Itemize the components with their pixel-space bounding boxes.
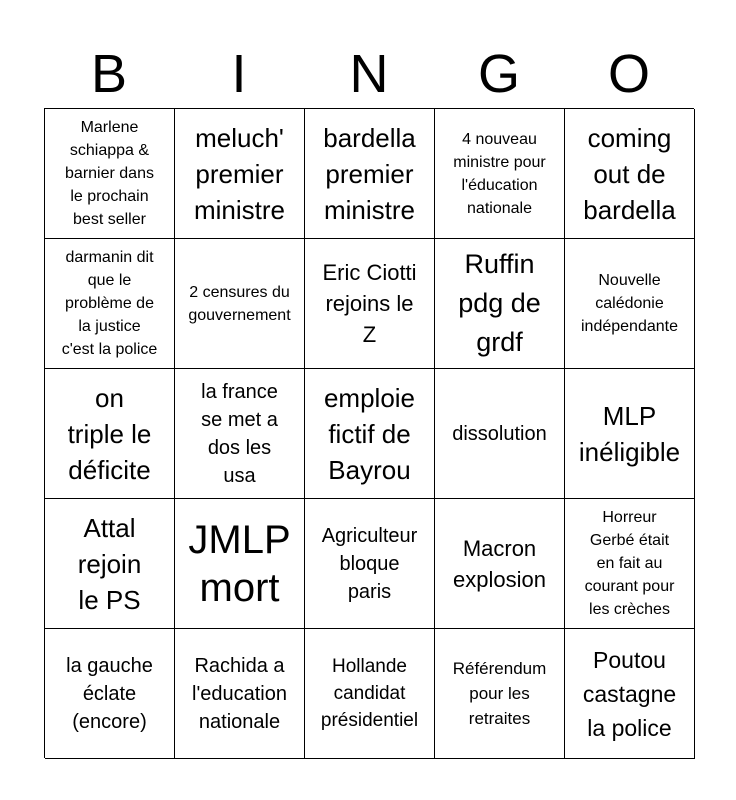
bingo-cell-r2-c5[interactable] <box>565 239 695 369</box>
bingo-header <box>44 40 694 108</box>
header-letter-i: I <box>231 44 247 104</box>
cell-text: meluch' premier ministre <box>193 122 285 225</box>
cell-text: Ruffin pdg de grdf <box>458 249 541 357</box>
bingo-cell-r5-c3[interactable] <box>305 629 435 759</box>
bingo-board <box>44 108 694 758</box>
cell-text: dissolution <box>452 422 547 445</box>
bingo-cell-r1-c3[interactable] <box>305 109 435 239</box>
bingo-cell-r5-c1[interactable] <box>45 629 175 759</box>
cell-text: bardella premier ministre <box>323 122 416 225</box>
bingo-cell-r3-c3[interactable] <box>305 369 435 499</box>
bingo-cell-r3-c2[interactable] <box>175 369 305 499</box>
bingo-cell-r1-c4[interactable] <box>435 109 565 239</box>
bingo-cell-r2-c2[interactable] <box>175 239 305 369</box>
bingo-cell-r4-c1[interactable] <box>45 499 175 629</box>
cell-text: coming out de bardella <box>583 122 676 225</box>
bingo-cell-r5-c5[interactable] <box>565 629 695 759</box>
cell-text: la france se met a dos les usa <box>201 380 278 487</box>
bingo-cell-r4-c5[interactable] <box>565 499 695 629</box>
bingo-cell-r3-c4[interactable] <box>435 369 565 499</box>
bingo-cell-r2-c1[interactable] <box>45 239 175 369</box>
cell-text: Agriculteur bloque paris <box>321 524 418 603</box>
cell-text: 4 nouveau ministre pour l'éducation nationale <box>453 130 546 217</box>
cell-text: la gauche éclate (encore) <box>66 654 153 733</box>
bingo-cell-r4-c2[interactable] <box>175 499 305 629</box>
cell-text: MLP inéligible <box>578 400 681 467</box>
cell-text: 2 censures du gouvernement <box>188 283 291 324</box>
cell-text: Nouvelle calédonie indépendante <box>581 272 678 335</box>
bingo-cell-r2-c3[interactable] <box>305 239 435 369</box>
cell-text: Eric Ciotti rejoins le Z <box>322 260 417 347</box>
cell-text: Rachida a l'education nationale <box>192 654 287 733</box>
cell-text: Attal rejoin le PS <box>77 512 142 615</box>
bingo-cell-r1-c2[interactable] <box>175 109 305 239</box>
header-letter-o: O <box>607 44 650 104</box>
header-letter-b: B <box>90 44 128 104</box>
bingo-cell-r3-c5[interactable] <box>565 369 695 499</box>
cell-text: Horreur Gerbé était en fait au courant pour les crèches <box>584 509 675 618</box>
header-letter-g: G <box>477 44 520 104</box>
bingo-cell-r1-c1[interactable] <box>45 109 175 239</box>
cell-text: Poutou castagne la police <box>582 646 677 741</box>
bingo-cell-r5-c2[interactable] <box>175 629 305 759</box>
bingo-cell-r4-c4[interactable] <box>435 499 565 629</box>
bingo-cell-r1-c5[interactable] <box>565 109 695 239</box>
cell-text: darmanin dit que le problème de la justice c'est la police <box>61 249 158 358</box>
bingo-cell-r4-c3[interactable] <box>305 499 435 629</box>
cell-text: Macron explosion <box>453 535 546 592</box>
bingo-cell-r3-c1[interactable] <box>45 369 175 499</box>
cell-text: Marlene schiappa & barnier dans le prochain best seller <box>65 119 154 228</box>
bingo-cell-r5-c4[interactable] <box>435 629 565 759</box>
cell-text: on triple le déficite <box>67 382 152 485</box>
bingo-cell-r2-c4[interactable] <box>435 239 565 369</box>
cell-text: JMLP mort <box>188 517 291 610</box>
header-letter-n: N <box>349 44 389 104</box>
cell-text: emploie fictif de Bayrou <box>323 382 416 485</box>
cell-text: Hollande candidat présidentiel <box>320 656 419 731</box>
cell-text: Référendum pour les retraites <box>452 659 547 728</box>
